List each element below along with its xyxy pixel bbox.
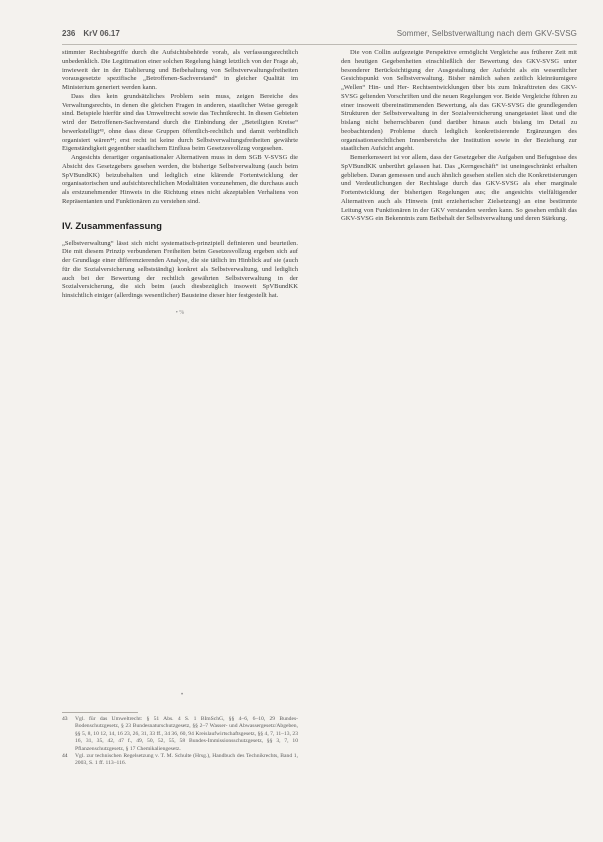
footnote-number: 44 xyxy=(62,753,68,760)
left-paragraph-3: Angesichts derartiger organisationaler Alternativen muss in dem SGB V-SVSG die Absicht des Gesetzgebers gesehen werden, die bisherige Selbstverwaltung (auch beim SpVBundKK) beizubehalten und lediglich eine klärende Fortentwicklung der organisatorischen und aufsichtsrechtlichen Modalitäten vorzunehmen, die durchaus auch als erstzunehmender Hinweis in die Richtung eines nicht akzeptablen Verhaltens von Repräsentanten und Funktionären zu verstehen sind. xyxy=(62,154,298,205)
footnotes xyxy=(62,716,298,768)
footnote-43 xyxy=(62,716,298,753)
footnote-number: 43 xyxy=(62,716,68,722)
section-heading: IV. Zusammenfassung xyxy=(62,220,162,232)
running-title: Sommer, Selbstverwaltung nach dem GKV-SVSG xyxy=(396,29,577,38)
footnote-rule xyxy=(62,712,138,713)
summary-paragraph: „Selbstverwaltung“ lässt sich nicht systematisch-prinzipiell definieren und beurteilen. Die mit diesem Prinzip verbundenen Freiheiten beim Gesetzesvollzug ergeben sich auf der Grundlage einer differenzierenden Analyse, die sie tätlich im Hinblick auf sie (auch für die Sozialversicherung selbstständig) konkret als Selbstverwaltung, und lediglich auch bei der Bewertung der rechtlich gewährten Selbstverwaltung in der Sozialversicherung, die sich beim (auch diesbezüglich insoweit SpVBundKK hinsichtlich einiger (allerdings wesentlicher) Bausteine dieser hier festgestellt hat. xyxy=(62,239,298,299)
footnote-44 xyxy=(62,753,298,768)
right-paragraph-1: Die von Collin aufgezeigte Perspektive ermöglicht Vergleiche aus früherer Zeit mit den heutigen Gegebenheiten einschließlich der Bewertung des GKV-SVSG unter besonderer Berücksichtigung der Ausgestaltung der Aufsicht als ein wesentlicher Gesichtspunkt von Selbstverwaltung. Bisher nämlich sahen zeitlich kleinräumigere „Wellen“ Hin- und Her- Rechtsentwicklungen über bis zum Inkrafttreten des GKV-SVSG geltenden Vorschriften und die neuen Regelungen vor. Beide Vergleiche führen zu einer insoweit übereinstimmenden Bewertung, als das GKV-SVSG die grundlegenden Strukturen der Selbstverwaltung in der Sozialversicherung unangetastet lässt und die bislang nicht beherrschbaren (und darüber hinaus auch bislang im Detail zu beobachtenden) Probleme durch lediglich konkretisierende Ergänzungen des organisationsrechtlichen Innenbereichs der Institution sowie in der Beziehung zur staatlichen Aufsicht angeht. xyxy=(341,49,577,153)
left-column xyxy=(62,49,298,318)
right-paragraph-2: Bemerkenswert ist vor allem, dass der Gesetzgeber die Aufgaben und Befugnisse des SpVBundKK unberührt gelassen hat. Das „Kerngeschäft“ ist uneingeschränkt erhalten geblieben. Daran gemessen und auch ähnlich gesehen stellen sich die Konkretisierungen und Verdeutlichungen der Rechtslage durch das GKV-SVSG als eher marginale Fortentwicklung der bisherigen Regelungen aus; die angesichts vielfältigender Alternativen auch als Hinweis (mit erzieherischer Zielsetzung) an eine bestimmte Leitung von Funktionären in der GKV verstanden werden kann. So gesehen enthält das GKV-SVSG ein Bekenntnis zum Beibehalt der Selbstverwaltung und deren Stärkung. xyxy=(341,154,577,223)
page-mark: • xyxy=(181,692,184,698)
left-paragraph-1: stimmter Rechtsbegriffe durch die Aufsichtsbehörde vorab, als verfassungsrechtlich unbedenklich. Die Legitimation einer solchen Regelung hängt letztlich von der Frage ab, inwieweit der in der Etablierung und Beibehaltung von Selbstverwaltungsfreiheiten vorausgesetzte spezifische „Betroffenen-Sachverstand“ in gleicher Qualität im Ministerium generiert werden kann. xyxy=(62,49,298,91)
footnote-text: Vgl. zur technischen Regelsetzung v. T. M. Schulte (Hrsg.), Handbuch des Technikrechts, Band 1, 2003, S. 1 ff. 113–116. xyxy=(75,753,298,767)
header-left xyxy=(62,29,120,38)
running-header xyxy=(62,29,577,41)
header-rule xyxy=(62,44,577,45)
footnote-text: Vgl. für das Umweltrecht: § 51 Abs. 4 S. 1 BImSchG, §§ 4–6, 6–10, 29 Bundes-Bodenschutzgesetz, § 23 Bundesnaturschutzgesetz, §§ 2–7 Wasser- und Abwassergesetz/Abgeben, §§ 5, 8, 10 12, 14, 16 23, 26, 31, 33 ff., 34 36, 60, 94 Kreislaufwirtschaftsgesetz, §§ 4, 7, 11–13, 23 16, 31, 35, 42, 47 f., 49, 50, 52, 55, 58 Bundes-Immissionsschutzgesetz, §§ 3, 7, 10 Pflanzenschutzgesetz, § 17 Chemikaliengesetz. xyxy=(75,716,298,752)
end-mark: • % xyxy=(175,309,185,316)
page-number: 236 xyxy=(62,29,76,38)
right-column xyxy=(341,49,577,224)
journal-issue: KrV 06.17 xyxy=(83,29,120,38)
left-paragraph-2: Dass dies kein grundsätzliches Problem sein muss, zeigen Bereiche des Verwaltungsrechts, in denen die gleichen Fragen in anderen, staatlicher Weise geregelt sind. Beispiele hierfür sind das Umweltrecht sowie das Technikrecht. In diesen Gebieten wird der Betroffenen-Sachverstand durch die Einbindung der „Beteiligten Kreise“ bewerkstelligt⁴³, ohne dass diese Gruppen öffentlich-rechtlich und damit verbindlich organisiert wären⁴⁴; erst recht ist keine durch Selbstverwaltungsfreiheiten gewährte Eigenständigkeit gegenüber staatlichem Einfluss beim Gesetzesvollzug vorgesehen. xyxy=(62,92,298,153)
